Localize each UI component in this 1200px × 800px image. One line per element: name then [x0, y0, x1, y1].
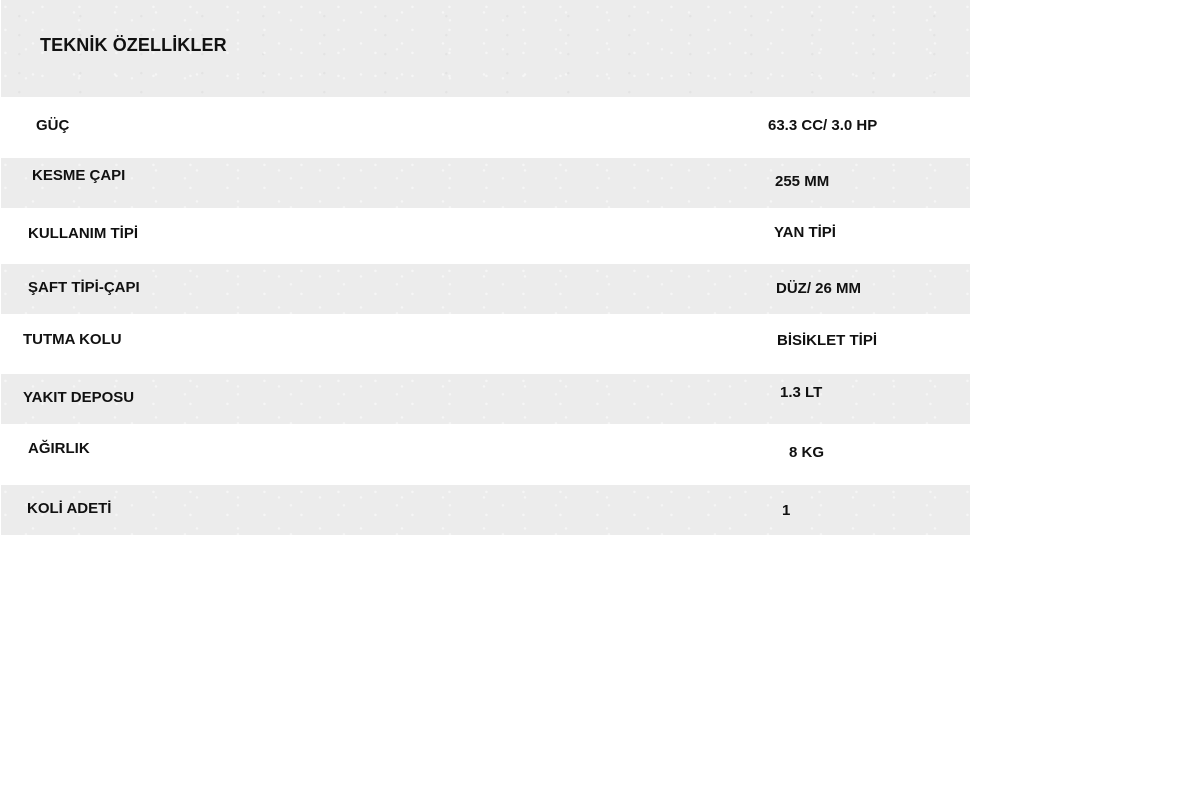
spec-row-usage-type [1, 208, 970, 264]
spec-value: 255 MM [775, 173, 830, 190]
spec-value: 8 KG [789, 444, 825, 461]
spec-label: ŞAFT TİPİ-ÇAPI [28, 279, 140, 296]
spec-sheet [1, 0, 970, 535]
spec-value: DÜZ/ 26 MM [776, 280, 862, 297]
spec-row-power [1, 97, 970, 158]
spec-label: YAKIT DEPOSU [23, 389, 135, 406]
spec-title: TEKNİK ÖZELLİKLER [40, 35, 227, 55]
spec-row-cutting-diameter [1, 158, 970, 208]
spec-row-fuel-tank [1, 374, 970, 424]
spec-row-weight [1, 424, 970, 485]
spec-label: KULLANIM TİPİ [28, 225, 138, 242]
spec-value: YAN TİPİ [774, 224, 836, 241]
spec-row-package-count [1, 485, 970, 535]
spec-label: AĞIRLIK [28, 440, 90, 457]
spec-value: 1.3 LT [780, 384, 823, 401]
spec-label: KESME ÇAPI [32, 167, 126, 184]
spec-value: BİSİKLET TİPİ [777, 332, 878, 349]
spec-row-handle [1, 314, 970, 374]
spec-value: 63.3 CC/ 3.0 HP [768, 117, 878, 134]
spec-label: GÜÇ [36, 117, 70, 134]
spec-label: KOLİ ADETİ [27, 500, 112, 517]
spec-row-shaft [1, 264, 970, 314]
spec-label: TUTMA KOLU [23, 331, 122, 348]
spec-header [1, 0, 970, 97]
spec-value: 1 [782, 502, 791, 519]
